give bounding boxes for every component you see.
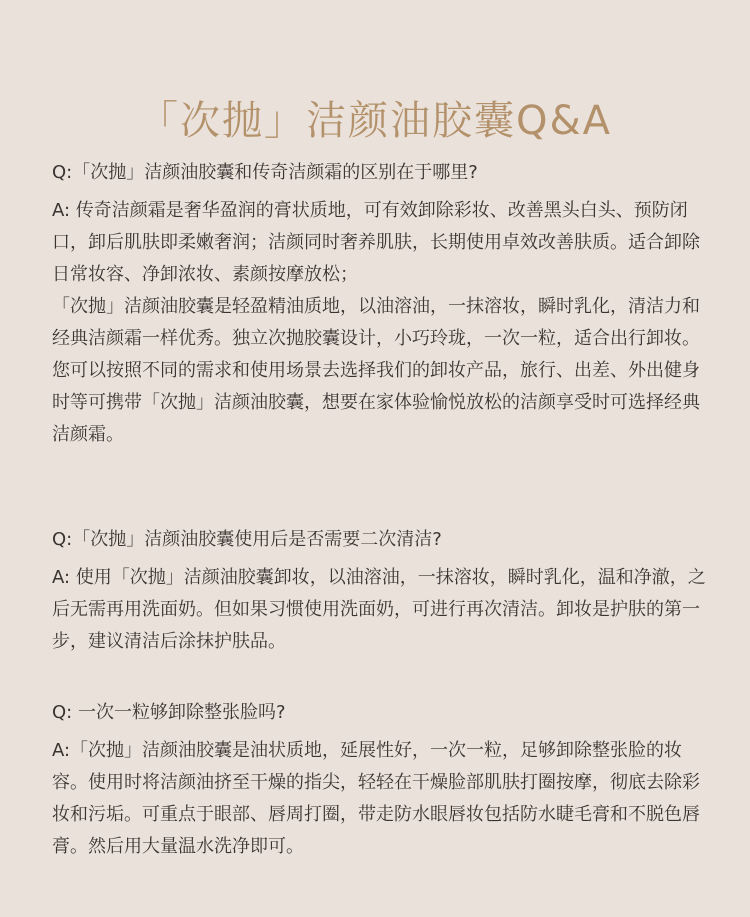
answer-paragraph: A: 使用「次抛」洁颜油胶囊卸妆，以油溶油，一抹溶妆，瞬时乳化，温和净澈，之后无需再用洗面奶。但如果习惯使用洗面奶，可进行再次清洁。卸妆是护肤的第一步，建议清洁后涂抹护肤品。	[52, 567, 706, 652]
faq-answer	[52, 562, 708, 658]
faq-answer	[52, 195, 708, 451]
faq-question: Q: 一次一粒够卸除整张脸吗?	[52, 702, 286, 723]
faq-question: Q:「次抛」洁颜油胶囊使用后是否需要二次清洁?	[52, 529, 442, 550]
faq-answer	[52, 735, 708, 863]
faq-question: Q:「次抛」洁颜油胶囊和传奇洁颜霜的区别在于哪里?	[52, 162, 478, 183]
faq-item	[52, 700, 708, 863]
answer-paragraph: 您可以按照不同的需求和使用场景去选择我们的卸妆产品，旅行、出差、外出健身时等可携带「次抛」洁颜油胶囊，想要在家体验愉悦放松的洁颜享受时可选择经典洁颜霜。	[52, 360, 700, 445]
faq-item	[52, 160, 708, 451]
answer-paragraph: A:「次抛」洁颜油胶囊是油状质地，延展性好，一次一粒，足够卸除整张脸的妆容。使用时将洁颜油挤至干燥的指尖，轻轻在干燥脸部肌肤打圈按摩，彻底去除彩妆和污垢。可重点于眼部、唇周打圈，带走防水眼唇妆包括防水睫毛膏和不脱色唇膏。然后用大量温水洗净即可。	[52, 740, 700, 857]
page-title: 「次抛」洁颜油胶囊Q&A	[137, 97, 613, 144]
faq-item	[52, 527, 708, 658]
answer-paragraph: A: 传奇洁颜霜是奢华盈润的膏状质地，可有效卸除彩妆、改善黑头白头、预防闭口，卸后肌肤即柔嫩奢润；洁颜同时奢养肌肤，长期使用卓效改善肤质。适合卸除日常妆容、净卸浓妆、素颜按摩放松；	[52, 200, 700, 285]
answer-paragraph: 「次抛」洁颜油胶囊是轻盈精油质地，以油溶油，一抹溶妆，瞬时乳化，清洁力和经典洁颜霜一样优秀。独立次抛胶囊设计，小巧玲珑，一次一粒，适合出行卸妆。	[52, 296, 700, 349]
